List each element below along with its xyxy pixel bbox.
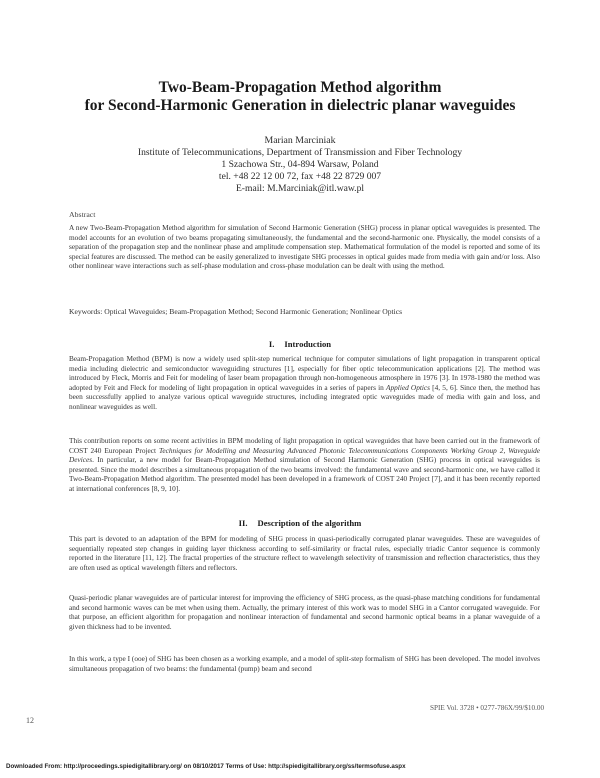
section-2-paragraph-2: Quasi-periodic planar waveguides are of particular interest for improving the efficiency of SHG process, as the quasi-phase matching conditions for fundamental and second harmonic waves can be met when using them. Actually, the primary interest of this work was to model SHG in a Cantor corrugated waveguide. For that purpose, an efficient algorithm for propagation and nonlinear interaction of fundamental and second harmonic optical beams in a planar waveguide of a given thickness had to be invented.	[69, 593, 540, 631]
abstract-text: A new Two-Beam-Propagation Method algorithm for simulation of Second Harmonic Generation (SHG) process in planar optical waveguides is presented. The model accounts for an evolution of two beams propagating simultaneously, the fundamental and the second-harmonic one. Physically, the model consists of a separation of the propagation step and the nonlinear phase and amplitude compensation step. Mathematical formulation of the model is reported and some of its special features are discussed. The method can be easily generalized to investigate SHG processes in optical guides made from media with gain and/or loss. Also other nonlinear wave interactions such as self-phase modulation and cross-phase modulation can be dealt with using the method.	[69, 223, 540, 271]
paper-title-line-2: for Second-Harmonic Generation in dielectric planar waveguides	[84, 97, 516, 114]
author-name: Marian Marciniak	[264, 135, 336, 146]
download-notice: Downloaded From: http://proceedings.spiedigitallibrary.org/ on 08/10/2017 Terms of Use: http://spiedigitallibrary.org/ss/termsofuse.aspx	[6, 763, 406, 770]
section-1-p1-end: [4, 5, 6]. Since then, the method has been successfully applied to analyze various optical waveguide structures, including integrated optic waveguides made of media with gain and loss, and nonlinear waveguides as well.	[69, 382, 541, 411]
author-institute: Institute of Telecommunications, Department of Transmission and Fiber Technology	[137, 147, 463, 158]
section-1-p1-text: Beam-Propagation Method (BPM) is now a widely used split-step numerical technique for computer simulations of light propagation in transparent optical media including dielectric and semiconductor waveguiding structures [1], especially for fiber optic telecommunication applications [2]. The method was introduced by Fleck, Morris and Feit for modeling of laser beam propagation through non-homogeneous atmosphere in 1976 [3]. In 1978-1980 the method was adopted by Feit and Fleck for modeling of light propagation in optical waveguides in a series of papers in	[69, 354, 540, 392]
section-1-p1-journal: Applied Optics	[386, 382, 430, 392]
section-1-paragraph-2	[69, 436, 540, 493]
section-1-paragraph-1	[69, 354, 540, 411]
section-2-title: Description of the algorithm	[257, 518, 362, 528]
section-1-p2-project: Techniques for Modelling and Measuring Advanced Photonic Telecommunications Components Working Group 2, Waveguide Devices	[69, 445, 540, 465]
keywords: Keywords: Optical Waveguides; Beam-Propagation Method; Second Harmonic Generation; Nonlinear Optics	[69, 307, 403, 316]
abstract-label: Abstract	[69, 210, 96, 219]
section-2-paragraph-1: This part is devoted to an adaptation of the BPM for modeling of SHG process in quasi-periodically corrugated planar waveguides. These are waveguides of sequentially repeated step changes in guiding layer thickness according to self-similarity or fractal rules, especially triadic Cantor sequence is commonly reported in the literature [11, 12]. The fractal properties of the structure reflect to wavelength selectivity of transmission and reflection characteristics, thus they are often used as optical wavelength filters and reflectors.	[69, 534, 540, 572]
author-phone-fax: tel. +48 22 12 00 72, fax +48 22 8729 007	[218, 171, 382, 182]
journal-footer: SPIE Vol. 3728 • 0277-786X/99/$10.00	[430, 704, 545, 712]
page-number: 12	[26, 716, 34, 725]
paper-title-line-1: Two-Beam-Propagation Method algorithm	[158, 79, 442, 96]
author-address: 1 Szachowa Str., 04-894 Warsaw, Poland	[221, 159, 379, 170]
section-2-heading	[0, 518, 600, 528]
section-1-heading	[0, 339, 600, 349]
section-2-number: II.	[238, 518, 248, 528]
section-1-p2-end: . In particular, a new model for Beam-Propagation Method simulation of Second Harmonic Generation (SHG) process in optical waveguides is presented. Since the model describes a simultaneous propagation of the two beams involved: the fundamental wave and second-harmonic one, we have called it Two-Beam-Propagation Method algorithm. The presented model has been developed in a framework of COST 240 Project [7], and it has been recently reported at international conferences [8, 9, 10].	[69, 455, 540, 493]
section-1-p2-text: This contribution reports on some recent activities in BPM modeling of light propagation in optical waveguides that have been carried out in the framework of COST 240 European Project	[69, 436, 540, 455]
section-1-title: Introduction	[284, 339, 332, 349]
author-email: E-mail: M.Marciniak@itl.waw.pl	[235, 183, 365, 194]
section-2-paragraph-3: In this work, a type I (ooe) of SHG has been chosen as a working example, and a model of split-step formalism of SHG has been developed. The model involves simultaneous propagation of two beams: the fundamental (pump) beam and second	[69, 654, 540, 673]
section-1-number: I.	[268, 339, 275, 349]
